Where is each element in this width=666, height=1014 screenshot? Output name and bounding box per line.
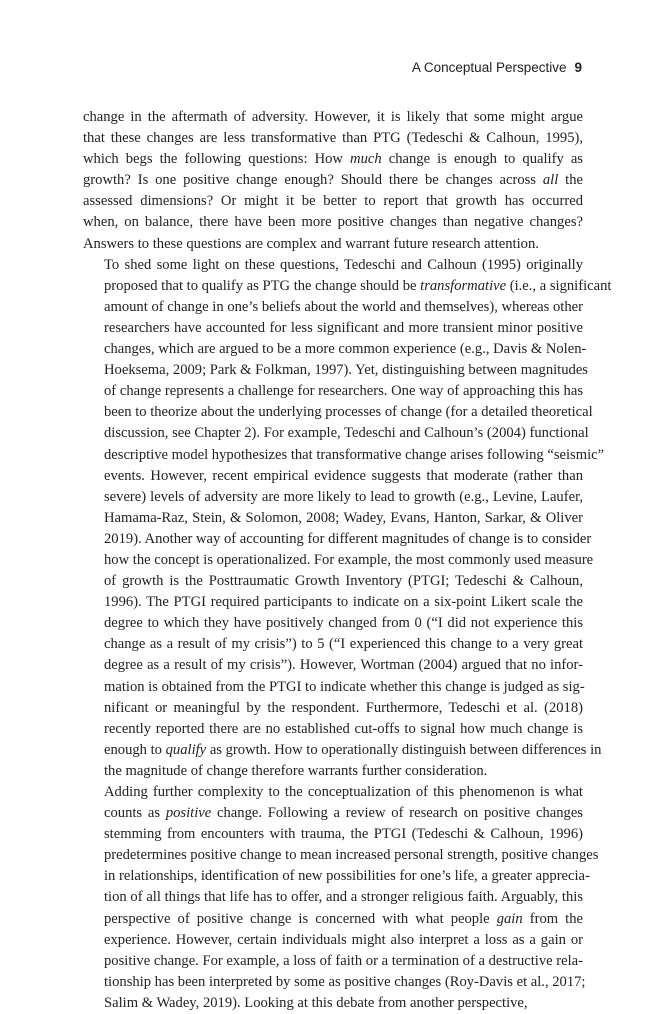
text-run: change in the aftermath of adversity. However, it is likely that some might argue xyxy=(83,109,583,125)
italic-text: gain xyxy=(496,910,523,927)
italic-text: positive xyxy=(165,805,212,822)
text-run: changes, which are argued to be a more common experience (e.g., Davis & Nolen- xyxy=(104,341,587,358)
text-line xyxy=(83,613,583,634)
text-run: Adding further complexity to the conceptualization of this phenomenon is what xyxy=(104,784,583,800)
text-line xyxy=(83,719,583,740)
text-run: events. However, recent empirical evidence suggests that moderate (rather than xyxy=(104,467,583,484)
text-line xyxy=(83,487,583,508)
text-run: experience. However, certain individuals might also interpret a loss as a gain or xyxy=(104,931,583,948)
text-run: severe) levels of adversity are more likely to lead to growth (e.g., Levine, Laufer, xyxy=(104,488,583,505)
text-line xyxy=(83,191,583,212)
text-run: change as a result of my crisis”) to 5 (“I experienced this change to a very great xyxy=(104,636,583,653)
text-line xyxy=(83,571,583,592)
text-line xyxy=(83,803,583,824)
text-run: the xyxy=(558,172,583,189)
text-run: (i.e., a significant xyxy=(506,277,612,294)
text-run: positive change. For example, a loss of faith or a termination of a destructive rela- xyxy=(104,952,583,969)
text-run: which begs the following questions: How xyxy=(83,151,351,168)
text-line xyxy=(83,887,583,908)
text-run: of change represents a challenge for researchers. One way of approaching this has xyxy=(104,383,583,400)
text-run: Salim & Wadey, 2019). Looking at this debate from another perspective, xyxy=(104,994,528,1011)
text-run: Answers to these questions are complex and warrant future research attention. xyxy=(83,235,539,252)
section-title: A Conceptual Perspective xyxy=(411,60,567,75)
text-line xyxy=(83,149,583,170)
text-run: enough to xyxy=(104,741,166,758)
text-run: perspective of positive change is concerned with what people xyxy=(104,910,497,927)
text-line xyxy=(83,550,594,571)
text-run: discussion, see Chapter 2). For example, Tedeschi and Calhoun’s (2004) functional xyxy=(104,425,589,442)
text-line xyxy=(83,845,599,866)
text-line xyxy=(83,951,583,972)
italic-text: all xyxy=(542,172,559,189)
text-line xyxy=(83,761,583,782)
text-run: change. Following a review of research on positive changes xyxy=(211,805,583,822)
text-run: nificant or meaningful by the respondent. Furthermore, Tedeschi et al. (2018) xyxy=(104,699,583,716)
text-run: predetermines positive change to mean increased personal strength, positive changes xyxy=(104,847,599,864)
text-run: as growth. How to operationally distinguish between differences in xyxy=(206,741,602,758)
page-number: 9 xyxy=(574,60,582,75)
text-run: tion of all things that life has to offer, and a stronger religious faith. Arguably, this xyxy=(104,889,583,906)
text-run: that these changes are less transformative than PTG (Tedeschi & Calhoun, 1995), xyxy=(83,130,583,147)
text-run: of growth is the Posttraumatic Growth Inventory (PTGI; Tedeschi & Calhoun, xyxy=(104,573,583,590)
text-line xyxy=(83,402,593,423)
text-run: recently reported there are no established cut-offs to signal how much change is xyxy=(104,720,583,737)
text-line xyxy=(83,276,612,297)
body-text xyxy=(83,107,612,1014)
text-line xyxy=(83,592,583,613)
text-run: mation is obtained from the PTGI to indicate whether this change is judged as sig- xyxy=(104,678,585,695)
paragraph-positive-change xyxy=(83,782,599,1014)
italic-text: qualify xyxy=(165,741,207,758)
text-run: Hoeksema, 2009; Park & Folkman, 1997). Yet, distinguishing between magnitudes xyxy=(104,362,588,379)
text-line xyxy=(83,466,583,487)
text-line xyxy=(83,930,583,951)
text-line xyxy=(83,782,583,803)
text-run: tionship has been interpreted by some as positive changes (Roy-Davis et al., 2017; xyxy=(104,973,586,990)
text-run: the magnitude of change therefore warrants further consideration. xyxy=(104,762,488,779)
text-line xyxy=(83,655,583,676)
text-line xyxy=(83,318,583,339)
text-line xyxy=(83,212,583,233)
text-run: change is enough to qualify as xyxy=(381,151,583,168)
text-run: amount of change in one’s beliefs about the world and themselves), whereas other xyxy=(104,298,583,315)
text-line xyxy=(83,381,583,402)
text-run: To shed some light on these questions, Tedeschi and Calhoun (1995) originally xyxy=(104,256,583,273)
paragraph-continued xyxy=(83,107,583,255)
text-run: been to theorize about the underlying processes of change (for a detailed theoretical xyxy=(104,404,593,421)
text-run: when, on balance, there have been more positive changes than negative changes? xyxy=(83,214,583,231)
text-run: counts as xyxy=(104,805,166,822)
text-run: degree to which they have positively changed from 0 (“I did not experience this xyxy=(104,615,583,632)
text-line xyxy=(83,824,583,845)
text-line xyxy=(83,529,592,550)
text-line xyxy=(83,993,583,1014)
text-line xyxy=(83,677,583,698)
text-run: proposed that to qualify as PTG the change should be xyxy=(104,277,421,294)
text-run: Hamama-Raz, Stein, & Solomon, 2008; Wadey, Evans, Hanton, Sarkar, & Oliver xyxy=(104,509,583,526)
text-line xyxy=(83,255,583,276)
text-line xyxy=(83,740,602,761)
text-run: researchers have accounted for less significant and more transient minor positive xyxy=(104,319,583,336)
italic-text: transformative xyxy=(420,277,507,294)
text-line xyxy=(83,107,583,128)
text-run: growth? Is one positive change enough? Should there be changes across xyxy=(83,172,543,189)
text-run: descriptive model hypothesizes that transformative change arises following “seismic” xyxy=(104,446,605,463)
text-run: in relationships, identification of new possibilities for one’s life, a greater apprecia- xyxy=(104,868,590,885)
text-line xyxy=(83,972,586,993)
text-line xyxy=(83,128,583,149)
text-line xyxy=(83,866,590,887)
text-line xyxy=(83,508,583,529)
text-line xyxy=(83,297,583,318)
text-line xyxy=(83,423,589,444)
text-run: how the concept is operationalized. For example, the most commonly used measure xyxy=(104,551,594,568)
paragraph-magnitude-of-change xyxy=(83,255,612,782)
text-line xyxy=(83,634,583,655)
italic-text: much xyxy=(350,151,382,168)
text-run: from the xyxy=(522,910,583,927)
text-line xyxy=(83,445,605,466)
text-run: stemming from encounters with trauma, the PTGI (Tedeschi & Calhoun, 1996) xyxy=(104,826,583,843)
text-line xyxy=(83,909,583,930)
text-line xyxy=(83,360,588,381)
text-line xyxy=(83,170,583,191)
text-run: assessed dimensions? Or might it be better to report that growth has occurred xyxy=(83,193,583,210)
text-run: 1996). The PTGI required participants to indicate on a six-point Likert scale the xyxy=(104,594,583,611)
running-header xyxy=(412,60,582,75)
text-run: 2019). Another way of accounting for different magnitudes of change is to consider xyxy=(104,530,592,547)
text-line xyxy=(83,698,583,719)
text-line xyxy=(83,339,587,360)
text-run: degree as a result of my crisis”). However, Wortman (2004) argued that no infor- xyxy=(104,657,583,674)
text-line xyxy=(83,234,583,255)
